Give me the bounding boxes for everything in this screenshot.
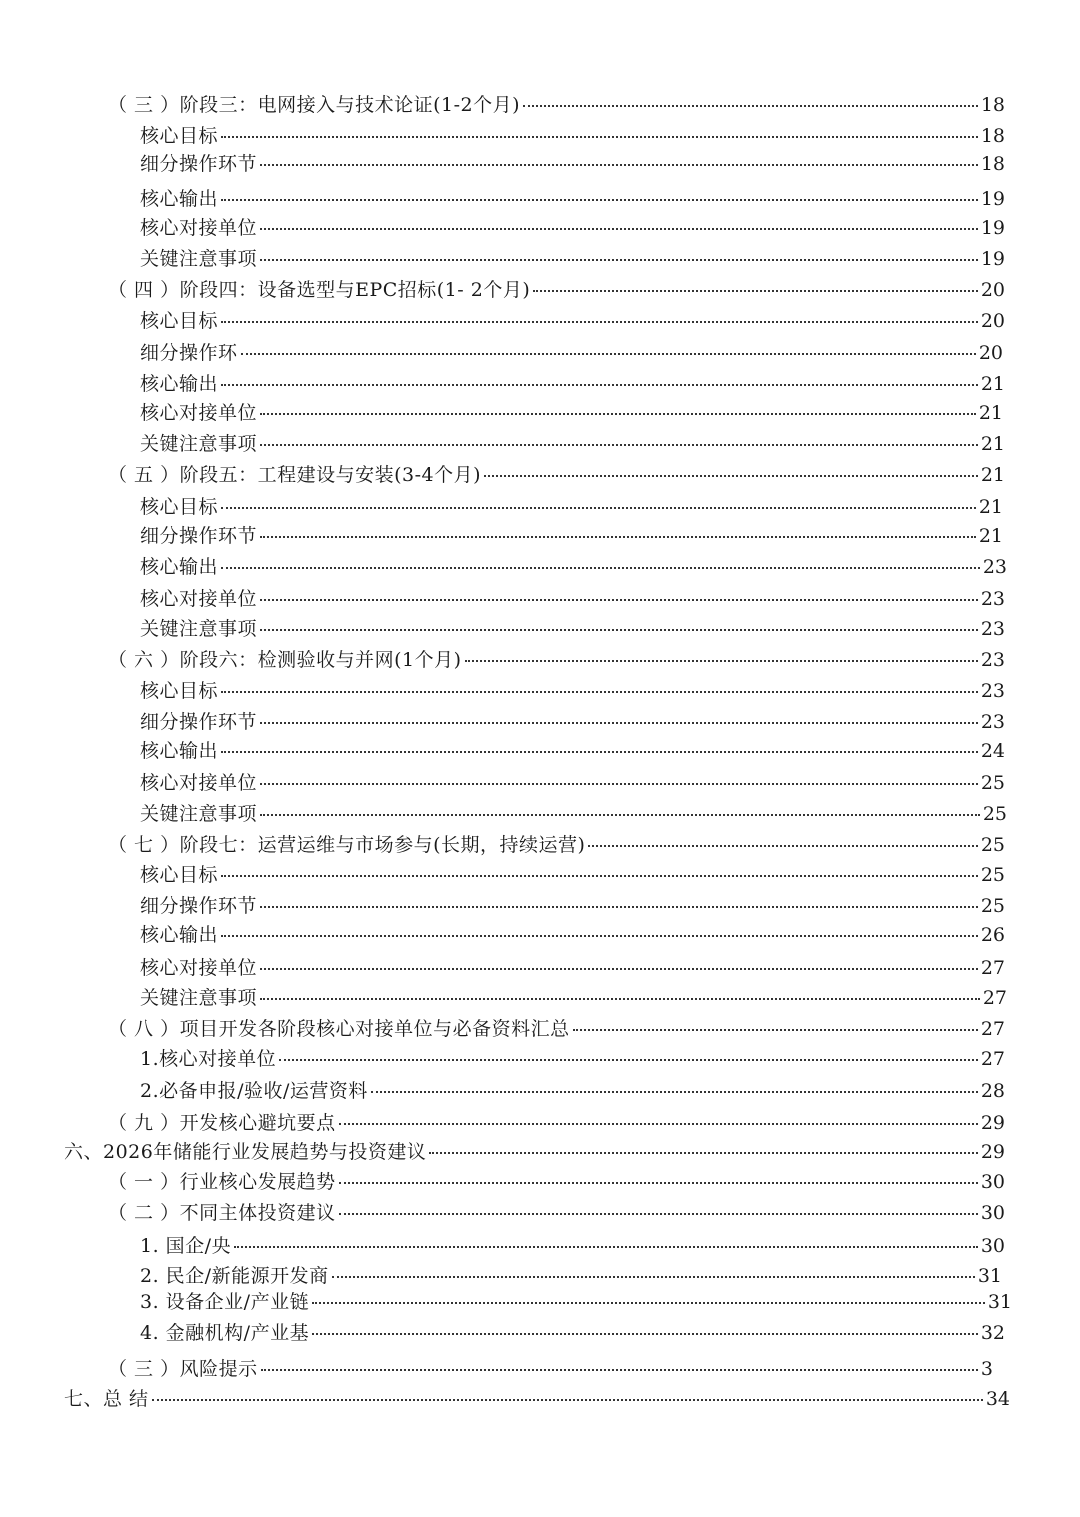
toc-entry-title: 细分操作环	[140, 342, 238, 364]
dot-leader	[260, 228, 978, 230]
toc-entry[interactable]	[140, 431, 1005, 457]
toc-entry[interactable]	[140, 308, 1005, 334]
toc-entry[interactable]	[140, 186, 1005, 212]
dot-leader	[241, 353, 976, 355]
toc-entry-page: 21	[980, 464, 1005, 486]
dot-leader	[523, 105, 978, 107]
toc-entry-title: 核心输出	[140, 188, 219, 210]
dot-leader	[260, 413, 976, 415]
toc-entry-title: 1.核心对接单位	[140, 1048, 277, 1070]
toc-entry-page: 21	[980, 433, 1005, 455]
toc-entry-page: 23	[980, 711, 1005, 733]
toc-entry[interactable]	[140, 1233, 1005, 1259]
dot-leader	[484, 475, 978, 477]
toc-entry[interactable]	[140, 123, 1005, 149]
toc-entry-page: 30	[980, 1202, 1005, 1224]
toc-entry-page: 27	[980, 957, 1005, 979]
toc-entry[interactable]	[140, 586, 1005, 612]
dot-leader	[260, 536, 976, 538]
dot-leader	[221, 751, 978, 753]
dot-leader	[260, 783, 978, 785]
toc-entry-page: 32	[980, 1322, 1005, 1344]
toc-entry-title: 细分操作环节	[140, 711, 258, 733]
toc-entry[interactable]	[140, 770, 1005, 796]
toc-entry[interactable]	[108, 277, 1005, 303]
dot-leader	[533, 290, 978, 292]
toc-entry[interactable]	[140, 862, 1005, 888]
toc-entry-page: 30	[980, 1235, 1005, 1257]
toc-entry[interactable]	[140, 738, 1005, 764]
toc-entry-page: 23	[980, 588, 1005, 610]
toc-entry[interactable]	[140, 1289, 1012, 1315]
dot-leader	[261, 1369, 978, 1371]
toc-entry[interactable]	[140, 955, 1005, 981]
toc-entry[interactable]	[140, 400, 1003, 426]
toc-entry[interactable]	[140, 523, 1003, 549]
toc-entry[interactable]	[140, 801, 1007, 827]
toc-entry-page: 26	[980, 924, 1005, 946]
toc-entry[interactable]	[108, 1110, 1005, 1136]
dot-leader	[465, 660, 978, 662]
toc-entry[interactable]	[108, 1016, 1005, 1042]
dot-leader	[573, 1029, 978, 1031]
toc-entry-title: 核心对接单位	[140, 217, 258, 239]
toc-entry[interactable]	[140, 1263, 1002, 1289]
toc-entry-title: （ 五 ）阶段五：工程建设与安装(3-4个月)	[108, 464, 482, 486]
toc-entry-page: 31	[977, 1265, 1002, 1287]
dot-leader	[221, 321, 978, 323]
dot-leader	[429, 1152, 977, 1154]
toc-entry-page: 23	[980, 680, 1005, 702]
dot-leader	[221, 935, 978, 937]
dot-leader	[221, 136, 978, 138]
toc-entry-title: 核心对接单位	[140, 957, 258, 979]
toc-entry[interactable]	[140, 1320, 1005, 1346]
toc-entry-page: 20	[980, 310, 1005, 332]
toc-entry-page: 23	[980, 649, 1005, 671]
toc-entry-title: （ 四 ）阶段四：设备选型与EPC招标(1- 2个月)	[108, 279, 531, 301]
toc-entry-page: 19	[980, 248, 1005, 270]
toc-entry-page: 29	[980, 1112, 1005, 1134]
dot-leader	[260, 629, 978, 631]
toc-entry-title: （ 三 ）阶段三：电网接入与技术论证(1-2个月)	[108, 94, 521, 116]
toc-entry-title: 细分操作环节	[140, 153, 258, 175]
dot-leader	[260, 259, 978, 261]
toc-entry-title: 核心对接单位	[140, 588, 258, 610]
dot-leader	[339, 1123, 978, 1125]
dot-leader	[221, 567, 980, 569]
dot-leader	[260, 968, 978, 970]
toc-entry-page: 23	[982, 556, 1007, 578]
toc-entry[interactable]	[140, 1078, 1005, 1104]
toc-entry[interactable]	[108, 462, 1005, 488]
toc-entry-title: 细分操作环节	[140, 525, 258, 547]
dot-leader	[221, 199, 978, 201]
toc-entry-title: 2.必备申报/验收/运营资料	[140, 1080, 368, 1102]
toc-entry-title: 关键注意事项	[140, 803, 258, 825]
dot-leader	[339, 1182, 978, 1184]
toc-entry-title: （ 六 ）阶段六：检测验收与并网(1个月)	[108, 649, 462, 671]
toc-entry-title: 核心输出	[140, 373, 219, 395]
toc-entry[interactable]	[140, 554, 1007, 580]
toc-entry-title: 核心输出	[140, 740, 219, 762]
toc-entry-page: 19	[980, 217, 1005, 239]
dot-leader	[221, 691, 978, 693]
toc-entry-title: 核心对接单位	[140, 772, 258, 794]
toc-entry[interactable]	[140, 985, 1007, 1011]
dot-leader	[260, 814, 980, 816]
toc-entry-page: 27	[980, 1018, 1005, 1040]
toc-entry[interactable]	[64, 1139, 1005, 1165]
toc-entry[interactable]	[108, 1200, 1005, 1226]
toc-entry[interactable]	[140, 1046, 1005, 1072]
toc-entry-title: 核心目标	[140, 680, 219, 702]
dot-leader	[339, 1213, 978, 1215]
dot-leader	[221, 875, 978, 877]
toc-entry-title: （ 二 ）不同主体投资建议	[108, 1202, 336, 1224]
toc-entry-title: 4. 金融机构/产业基	[140, 1322, 310, 1344]
toc-entry-title: 1. 国企/央	[140, 1235, 232, 1257]
toc-entry[interactable]	[108, 92, 1005, 118]
toc-entry[interactable]	[108, 832, 1005, 858]
toc-entry-page: 25	[982, 803, 1007, 825]
toc-entry[interactable]	[108, 1169, 1005, 1195]
toc-entry[interactable]	[140, 616, 1005, 642]
toc-entry-page: 21	[980, 373, 1005, 395]
toc-entry-title: 关键注意事项	[140, 987, 258, 1009]
toc-entry-title: 核心目标	[140, 310, 219, 332]
dot-leader	[279, 1059, 978, 1061]
toc-entry-page: 21	[978, 496, 1003, 518]
toc-entry[interactable]	[140, 340, 1003, 366]
toc-entry[interactable]	[140, 494, 1003, 520]
toc-entry-title: 核心输出	[140, 556, 219, 578]
dot-leader	[332, 1276, 975, 1278]
toc-entry-title: 2. 民企/新能源开发商	[140, 1265, 329, 1287]
toc-entry-page: 27	[982, 987, 1007, 1009]
dot-leader	[371, 1091, 978, 1093]
toc-entry-page: 21	[978, 402, 1003, 424]
toc-entry-page: 30	[980, 1171, 1005, 1193]
toc-entry-page: 21	[978, 525, 1003, 547]
dot-leader	[221, 507, 976, 509]
toc-entry-page: 31	[987, 1291, 1012, 1313]
toc-entry-title: 关键注意事项	[140, 433, 258, 455]
toc-entry-page: 18	[980, 153, 1005, 175]
dot-leader	[260, 599, 978, 601]
toc-entry[interactable]	[140, 371, 1005, 397]
toc-entry-title: 核心目标	[140, 496, 219, 518]
toc-entry-title: 核心目标	[140, 864, 219, 886]
toc-entry-page: 20	[978, 342, 1003, 364]
toc-entry-title: （ 七 ）阶段七：运营运维与市场参与(长期，持续运营)	[108, 834, 586, 856]
toc-entry-title: （ 一 ）行业核心发展趋势	[108, 1171, 336, 1193]
toc-entry-title: 核心输出	[140, 924, 219, 946]
toc-entry-title: （ 九 ）开发核心避坑要点	[108, 1112, 336, 1134]
toc-entry[interactable]	[140, 893, 1005, 919]
toc-entry-page: 27	[980, 1048, 1005, 1070]
toc-entry-title: 七、总 结	[64, 1388, 149, 1410]
dot-leader	[260, 998, 980, 1000]
toc-entry-page: 20	[980, 279, 1005, 301]
dot-leader	[152, 1399, 983, 1401]
toc-entry-page: 29	[980, 1141, 1005, 1163]
toc-entry-page: 25	[980, 895, 1005, 917]
dot-leader	[312, 1302, 985, 1304]
toc-entry-title: 细分操作环节	[140, 895, 258, 917]
toc-entry-page: 34	[985, 1388, 1010, 1410]
toc-entry[interactable]	[64, 1386, 1010, 1412]
toc-entry-title: 3. 设备企业/产业链	[140, 1291, 310, 1313]
toc-entry-page: 18	[980, 94, 1005, 116]
dot-leader	[260, 444, 978, 446]
toc-entry[interactable]	[108, 647, 1005, 673]
toc-entry[interactable]	[108, 1356, 993, 1382]
toc-entry-page: 28	[980, 1080, 1005, 1102]
toc-entry-page: 23	[980, 618, 1005, 640]
toc-entry[interactable]	[140, 678, 1005, 704]
toc-entry-page: 3	[980, 1358, 993, 1380]
dot-leader	[260, 906, 978, 908]
toc-entry-page: 19	[980, 188, 1005, 210]
toc-entry-page: 25	[980, 864, 1005, 886]
toc-entry-page: 24	[980, 740, 1005, 762]
toc-entry-title: 六、2026年储能行业发展趋势与投资建议	[64, 1141, 427, 1163]
toc-entry[interactable]	[140, 151, 1005, 177]
toc-entry-title: 核心对接单位	[140, 402, 258, 424]
toc-entry[interactable]	[140, 246, 1005, 272]
toc-entry-title: 关键注意事项	[140, 618, 258, 640]
toc-entry[interactable]	[140, 709, 1005, 735]
toc-entry-title: 核心目标	[140, 125, 219, 147]
dot-leader	[260, 164, 978, 166]
dot-leader	[221, 384, 978, 386]
toc-entry[interactable]	[140, 215, 1005, 241]
toc-entry-page: 18	[980, 125, 1005, 147]
toc-entry-page: 25	[980, 834, 1005, 856]
toc-entry-page: 25	[980, 772, 1005, 794]
toc-entry[interactable]	[140, 922, 1005, 948]
dot-leader	[312, 1333, 978, 1335]
dot-leader	[234, 1246, 978, 1248]
dot-leader	[260, 722, 978, 724]
toc-entry-title: 关键注意事项	[140, 248, 258, 270]
dot-leader	[588, 845, 977, 847]
toc-entry-title: （ 八 ）项目开发各阶段核心对接单位与必备资料汇总	[108, 1018, 570, 1040]
toc-entry-title: （ 三 ）风险提示	[108, 1358, 258, 1380]
